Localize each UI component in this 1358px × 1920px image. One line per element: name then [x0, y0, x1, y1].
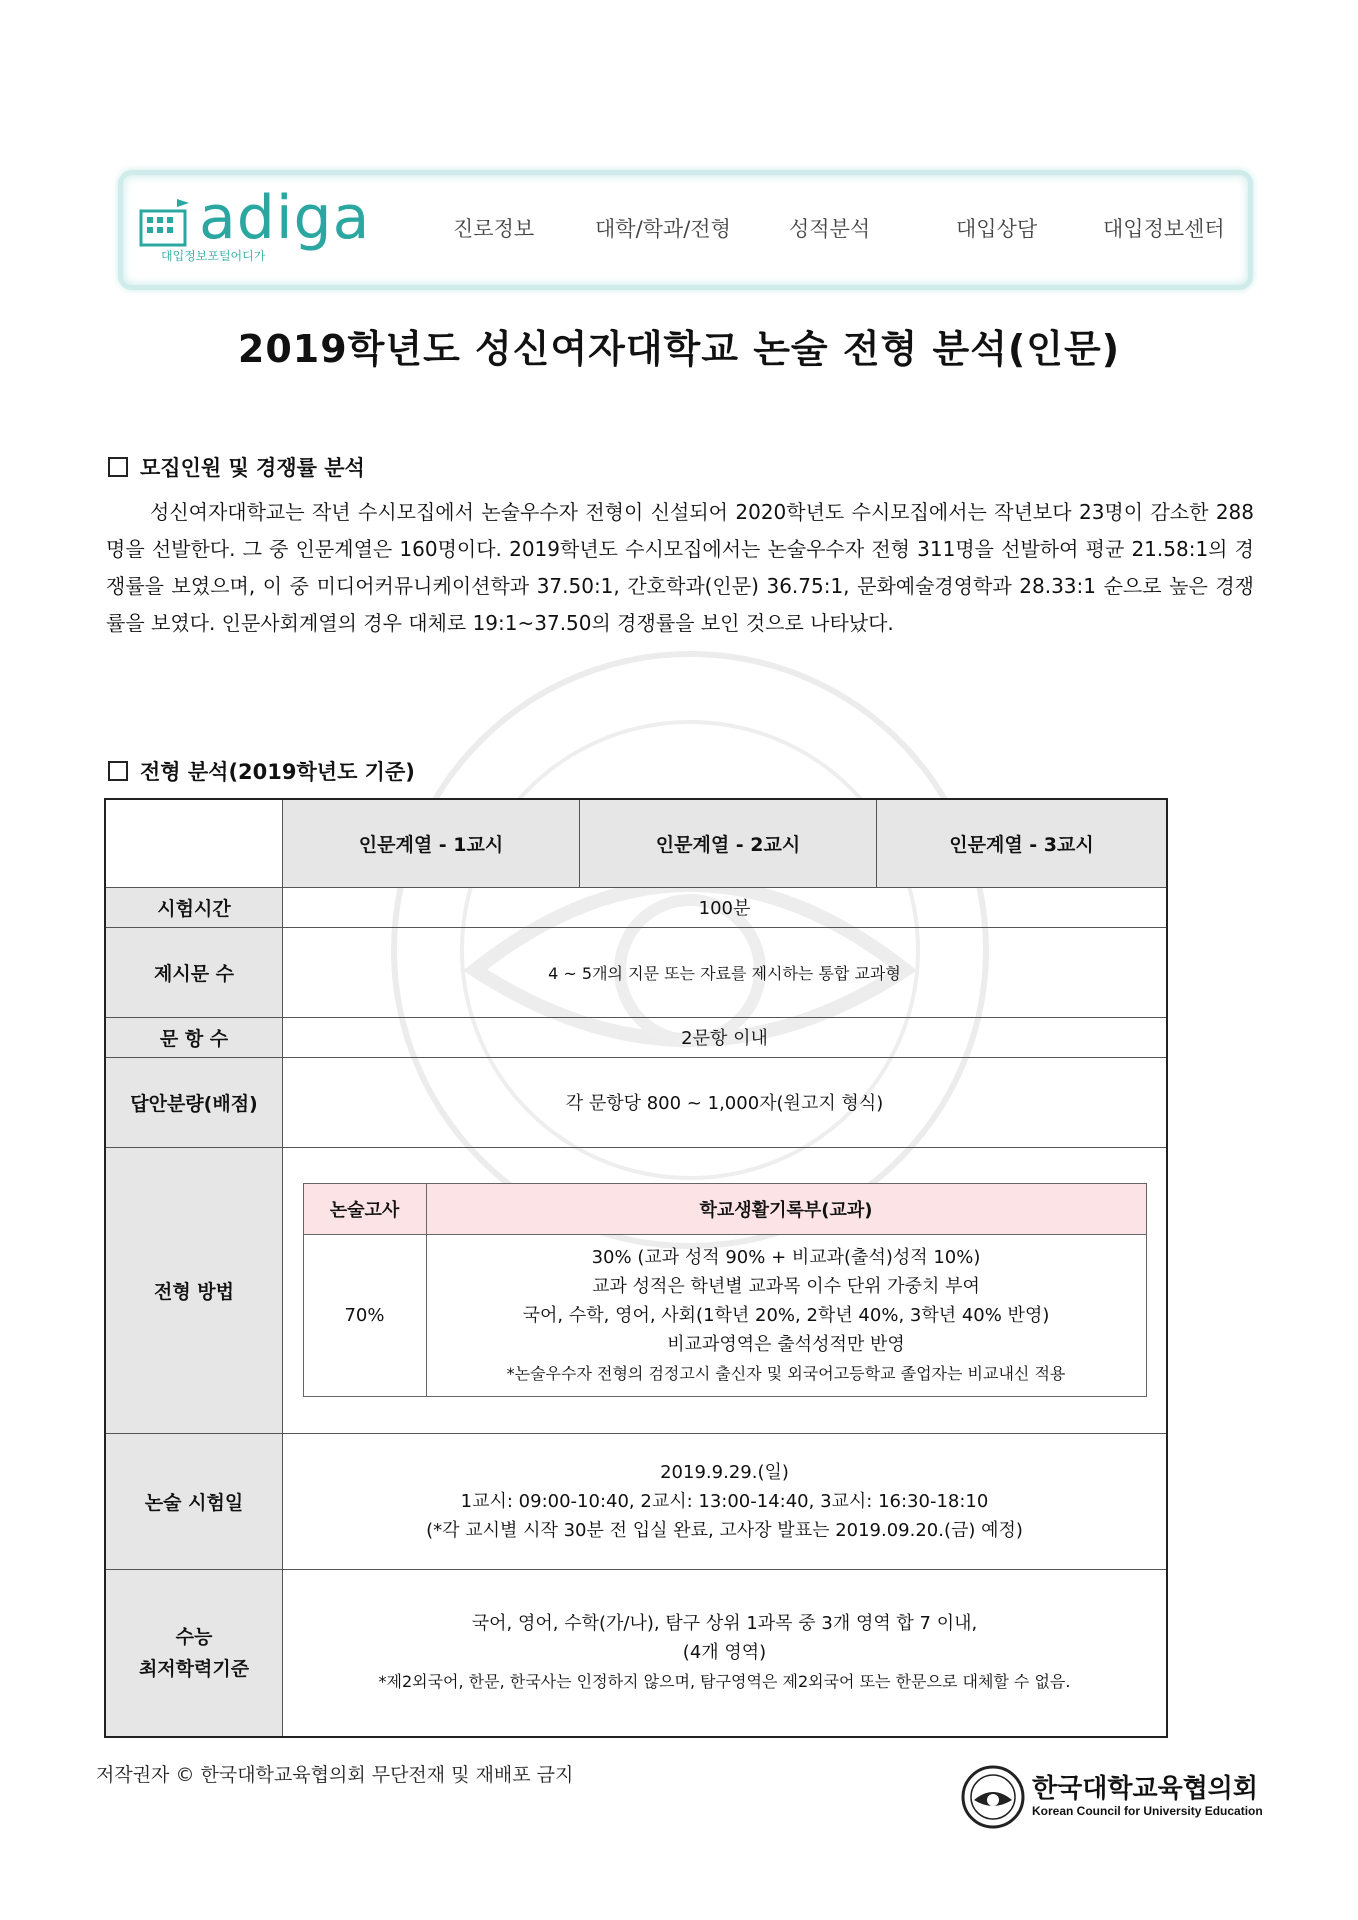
section-heading-text: 모집인원 및 경쟁률 분석 [140, 456, 365, 480]
table-row [105, 927, 1167, 1017]
column-header-period-2: 인문계열 - 2교시 [580, 799, 877, 887]
logo-wordmark: adiga [199, 183, 371, 253]
row-label-csat [105, 1569, 283, 1737]
exam-date-cell [283, 1433, 1168, 1569]
table-header-row [105, 799, 1167, 887]
building-icon [137, 197, 193, 253]
inner-header-school-record: 학교생활기록부(교과) [426, 1184, 1146, 1235]
row-label-method: 전형 방법 [105, 1147, 283, 1433]
logo-subtext: 대입정보포털어디가 [161, 249, 266, 263]
method-cell [283, 1147, 1168, 1433]
row-label-questions: 문 항 수 [105, 1017, 283, 1057]
row-label-exam-date: 논술 시험일 [105, 1433, 283, 1569]
kcue-logo [960, 1764, 1263, 1834]
section-heading-text: 전형 분석(2019학년도 기준) [140, 760, 415, 784]
kcue-emblem-icon [960, 1764, 1026, 1830]
school-record-details [426, 1235, 1146, 1397]
table-row [105, 1057, 1167, 1147]
nav-career-info[interactable]: 진로정보 [453, 217, 535, 241]
csat-label-line: 최저학력기준 [138, 1657, 250, 1680]
nav-grade-analysis[interactable]: 성적분석 [789, 217, 871, 241]
csat-label-line: 수능 [175, 1625, 213, 1648]
copyright-notice: 저작권자 © 한국대학교육협의회 무단전재 및 재배포 금지 [96, 1764, 574, 1786]
adiga-logo[interactable] [137, 183, 371, 267]
paragraph-text: 성신여자대학교는 작년 수시모집에서 논술우수자 전형이 신설되어 2020학년도 수시모집에서는 작년보다 23명이 감소한 288명을 선발한다. 그 중 인문계열은 160명이다. 2019학년도 수시모집에서는 논술우수자 전형 311명을 선발하여 평균 21.58:1의 경쟁률을 보였으며, 이 중 미디어커뮤니케이션학과 37.50:1, 간호학과(인문) 36.75:1, 문화예술경영학과 28.33:1 순으로 높은 경쟁률을 보였다. 인문사회계열의 경우 대체로 19:1~37.50의 경쟁률을 보인 것으로 나타났다. [106, 500, 1254, 635]
checkbox-square-icon [108, 457, 128, 477]
exam-date-line: 1교시: 09:00-10:40, 2교시: 13:00-14:40, 3교시: 16:30-18:10 [460, 1490, 989, 1512]
row-label-exam-time: 시험시간 [105, 887, 283, 927]
section-heading-analysis [108, 756, 415, 786]
record-line: 30% (교과 성적 90% + 비교과(출석)성적 10%) [591, 1247, 981, 1268]
kcue-name-korean: 한국대학교육협의회 [1032, 1774, 1259, 1804]
method-inner-table [303, 1183, 1147, 1397]
table-row [105, 1017, 1167, 1057]
table-corner-cell [105, 799, 283, 887]
table-row [105, 1147, 1167, 1433]
kcue-name-english: Korean Council for University Education [1032, 1804, 1263, 1818]
recruitment-paragraph [106, 494, 1254, 642]
csat-line: (4개 영역) [682, 1642, 767, 1664]
csat-cell [283, 1569, 1168, 1737]
exam-time-value: 100분 [283, 887, 1168, 927]
nav-admission-center[interactable]: 대입정보센터 [1103, 217, 1225, 241]
checkbox-square-icon [108, 761, 128, 781]
questions-value: 2문항 이내 [283, 1017, 1168, 1057]
record-line: 비교과영역은 출석성적만 반영 [667, 1334, 905, 1355]
section-heading-recruitment [108, 452, 365, 482]
exam-date-line: 2019.9.29.(일) [660, 1461, 789, 1483]
csat-note: *제2외국어, 한문, 한국사는 인정하지 않으며, 탐구영역은 제2외국어 또는 한문으로 대체할 수 없음. [378, 1672, 1071, 1692]
exam-date-line: (*각 교시별 시작 30분 전 입실 완료, 고사장 발표는 2019.09.20.(금) 예정) [426, 1519, 1023, 1541]
record-line: 교과 성적은 학년별 교과목 이수 단위 가중치 부여 [592, 1276, 980, 1297]
column-header-period-3: 인문계열 - 3교시 [877, 799, 1168, 887]
table-row [105, 887, 1167, 927]
csat-line: 국어, 영어, 수학(가/나), 탐구 상위 1과목 중 3개 영역 합 7 이내, [471, 1613, 978, 1635]
record-note: *논술우수자 전형의 검정고시 출신자 및 외국어고등학교 졸업자는 비교내신 적용 [506, 1364, 1066, 1383]
nav-university-dept[interactable]: 대학/학과/전형 [595, 217, 731, 241]
answer-length-value: 각 문항당 800 ~ 1,000자(원고지 형식) [283, 1057, 1168, 1147]
table-row [105, 1433, 1167, 1569]
record-line: 국어, 수학, 영어, 사회(1학년 20%, 2학년 40%, 3학년 40% 반영) [522, 1305, 1050, 1326]
inner-header-essay: 논술고사 [303, 1184, 426, 1235]
header-banner [118, 170, 1253, 290]
passages-value: 4 ~ 5개의 지문 또는 자료를 제시하는 통합 교과형 [283, 927, 1168, 1017]
row-label-answer-length: 답안분량(배점) [105, 1057, 283, 1147]
admission-analysis-table [104, 798, 1168, 1738]
table-row [105, 1569, 1167, 1737]
nav-admission-counsel[interactable]: 대입상담 [956, 217, 1038, 241]
column-header-period-1: 인문계열 - 1교시 [283, 799, 580, 887]
row-label-passages: 제시문 수 [105, 927, 283, 1017]
essay-ratio-value: 70% [303, 1235, 426, 1397]
page-title: 2019학년도 성신여자대학교 논술 전형 분석(인문) [237, 327, 1121, 371]
